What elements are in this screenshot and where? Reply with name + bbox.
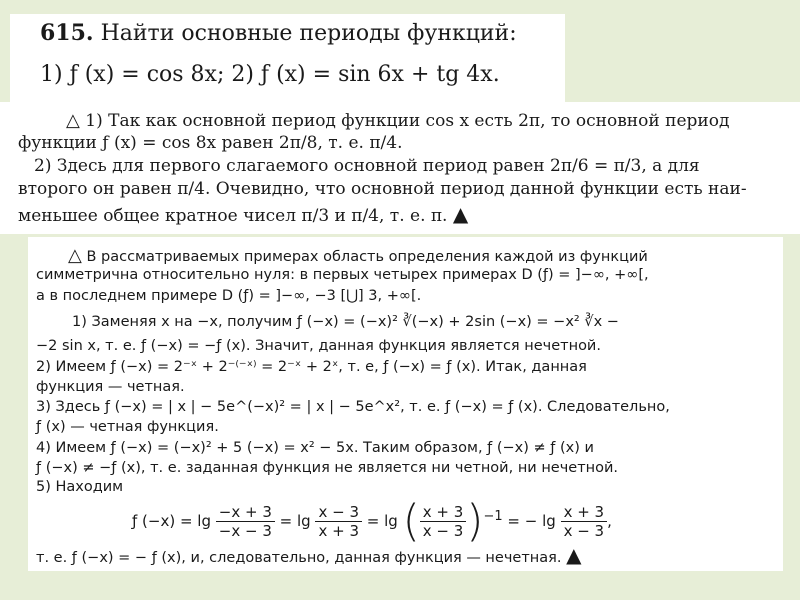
fraction-1 (216, 503, 275, 540)
solution2-line-1 (68, 245, 648, 266)
solution1-text-5: меньшее общее кратное чисел π/3 и π/4, т. е. π. (18, 206, 448, 226)
formula-eq-1: = lg (279, 512, 311, 530)
fraction-1-denominator: −x − 3 (218, 522, 272, 540)
fraction-2-denominator: x + 3 (318, 522, 359, 540)
problem-panel (10, 14, 565, 102)
fraction-3-denominator: x − 3 (422, 522, 464, 540)
solution2-line-2: симметрична относительно нуля: в первых четырех примерах D (ƒ) = ]−∞, +∞[, (36, 267, 649, 283)
solution2-line-3: а в последнем примере D (ƒ) = ]−∞, −3 [⋃] 3, +∞[. (36, 288, 422, 304)
solution1-line-1 (66, 110, 729, 131)
solution2-line-4: 1) Заменяя x на −x, получим ƒ (−x) = (−x)² ∛(−x) + 2sin (−x) = −x² ∛x − (72, 314, 619, 330)
fraction-3 (420, 503, 467, 540)
problem-items: 1) ƒ (x) = cos 8x; 2) ƒ (x) = sin 6x + tg 4x. (40, 62, 500, 87)
solution1-line-2: функции ƒ (x) = cos 8x равен 2π/8, т. е. π/4. (18, 133, 403, 153)
solution2-line-6: 2) Имеем ƒ (−x) = 2⁻ˣ + 2⁻⁽⁻ˣ⁾ = 2⁻ˣ + 2ˣ, т. е, ƒ (−x) = ƒ (x). Итак, данная (36, 359, 587, 375)
solution2-line-11: ƒ (−x) ≠ −ƒ (x), т. е. заданная функция не является ни четной, ни нечетной. (36, 460, 619, 476)
formula-lhs: ƒ (−x) = lg (132, 512, 211, 530)
solution2-line-8: 3) Здесь ƒ (−x) = | x | − 5e^(−x)² = | x | − 5e^x², т. е. ƒ (−x) = ƒ (x). Следовательно, (36, 399, 670, 415)
end-of-solution-triangle-icon: ▲ (452, 202, 469, 226)
fraction-1-numerator: −x + 3 (216, 503, 275, 522)
problem-title: Найти основные периоды функций: (100, 21, 517, 46)
start-of-solution-triangle-icon: △ (68, 245, 82, 266)
log-formula (132, 493, 612, 547)
fraction-2 (315, 503, 362, 540)
solution1-text-1: 1) Так как основной период функции cos x есть 2π, то основной период (85, 111, 730, 131)
end-of-solution-triangle-icon: ▲ (566, 543, 582, 567)
solution1-panel (0, 102, 800, 234)
start-of-solution-triangle-icon: △ (66, 110, 80, 131)
solution1-line-3: 2) Здесь для первого слагаемого основной период равен 2π/6 = π/3, а для (34, 156, 700, 176)
fraction-2-numerator: x − 3 (315, 503, 362, 522)
formula-exponent: −1 (483, 509, 503, 524)
fraction-4-denominator: x − 3 (563, 522, 605, 540)
fraction-4-numerator: x + 3 (561, 503, 608, 522)
left-paren: ( (402, 495, 420, 547)
problem-heading (40, 20, 517, 46)
fraction-4 (561, 503, 608, 540)
solution2-line-10: 4) Имеем ƒ (−x) = (−x)² + 5 (−x) = x² − 5x. Таким образом, ƒ (−x) ≠ ƒ (x) и (36, 440, 594, 456)
problem-number: 615. (40, 20, 94, 46)
right-paren: ) (466, 495, 484, 547)
formula-tail: , (607, 512, 612, 530)
solution2-line-9: ƒ (x) — четная функция. (36, 419, 219, 435)
formula-eq-3: = − lg (507, 512, 556, 530)
solution2-panel (28, 237, 783, 571)
solution2-line-12: 5) Находим (36, 479, 124, 495)
solution2-line-5: −2 sin x, т. е. ƒ (−x) = −ƒ (x). Значит, данная функция является нечетной. (36, 338, 601, 354)
solution1-line-5 (18, 202, 468, 226)
formula-eq-2: = lg (366, 512, 398, 530)
solution1-line-4: второго он равен π/4. Очевидно, что основной период данной функции есть наи- (18, 179, 747, 199)
solution2-conclusion-text: т. е. ƒ (−x) = − ƒ (x), и, следовательно, данная функция — нечетная. (36, 550, 562, 566)
solution2-conclusion (36, 543, 581, 567)
solution2-text-1: В рассматриваемых примерах область определения каждой из функций (86, 249, 648, 265)
solution2-line-7: функция — четная. (36, 379, 185, 395)
fraction-3-numerator: x + 3 (420, 503, 467, 522)
